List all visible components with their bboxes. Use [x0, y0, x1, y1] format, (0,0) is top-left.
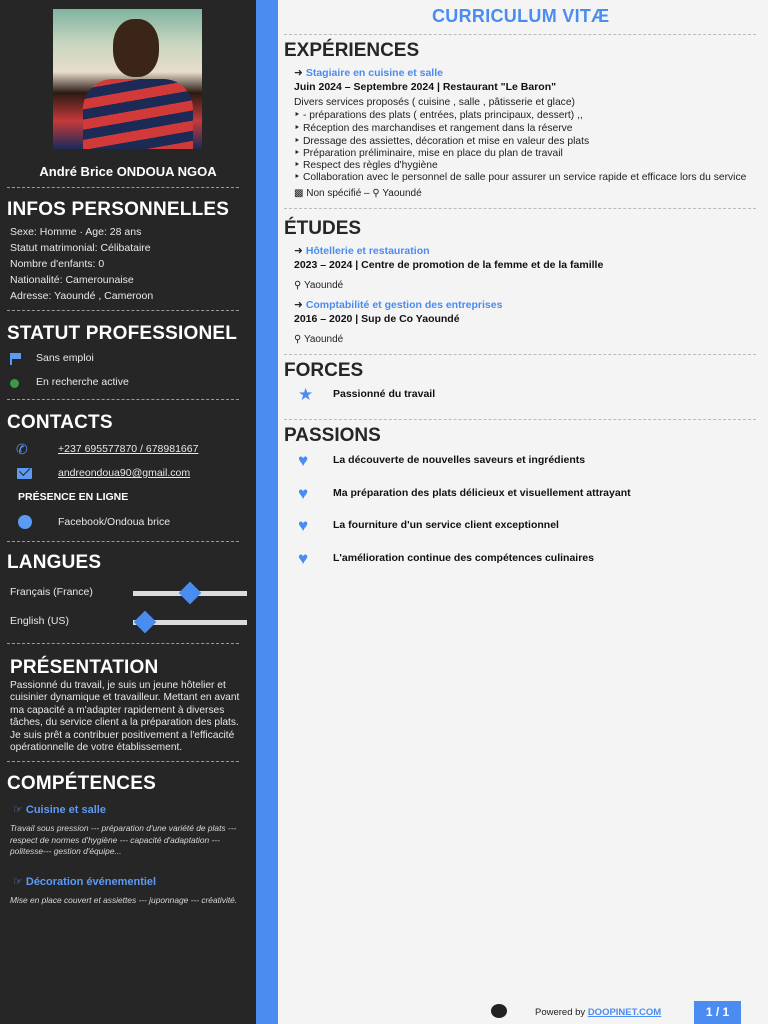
skill-title: ☞ Décoration événementiel [13, 876, 157, 888]
powered-by: Powered by DOOPINET.COM [535, 1007, 662, 1018]
phone-icon: ✆ [16, 441, 28, 457]
job-intro: Divers services proposés ( cuisine , salle , pâtisserie et glace) [294, 97, 575, 108]
pin-icon: ⚲ [372, 188, 380, 199]
skills-title: COMPÉTENCES [7, 773, 156, 794]
candidate-name: André Brice ONDOUA NGOA [39, 164, 217, 179]
flag-icon [10, 353, 22, 365]
arrow-icon: ➜ [294, 299, 303, 311]
arrow-icon: ➜ [294, 67, 303, 79]
divider [284, 354, 756, 355]
skill-text: Mise en place couvert et assiettes --- juponnage --- créativité. [10, 895, 238, 905]
language-row: Français (France) [10, 583, 250, 603]
heart-icon: ♥ [298, 451, 309, 470]
status-title: STATUT PROFESSIONEL [7, 323, 238, 344]
passion-item: ♥ La découverte de nouvelles saveurs et ingrédients [298, 451, 586, 470]
contacts-title: CONTACTS [7, 412, 113, 433]
divider [7, 399, 239, 400]
study-title: ➜ Comptabilité et gestion des entreprises [294, 299, 503, 311]
dot-icon [10, 379, 19, 388]
language-row: English (US) [10, 612, 250, 632]
study-location: ⚲ Yaoundé [294, 334, 344, 345]
study-period: 2023 – 2024 | Centre de promotion de la femme et de la famille [294, 259, 604, 271]
globe-icon [18, 515, 32, 529]
thumb-icon: ☞ [13, 876, 23, 888]
presentation-title: PRÉSENTATION [10, 657, 159, 678]
personal-line: Nationalité: Camerounaise [10, 274, 134, 286]
star-icon: ★ [298, 385, 314, 404]
strengths-title: FORCES [284, 360, 364, 381]
strength-item: ★ Passionné du travail [298, 385, 436, 404]
job-bullet: ‣ - préparations des plats ( entrées, plats principaux, dessert) ,, [294, 109, 583, 121]
language-level-knob [134, 611, 157, 634]
skill-title: ☞ Cuisine et salle [13, 804, 106, 816]
briefcase-icon: ▩ [294, 188, 304, 199]
job-bullet: ‣ Respect des règles d'hygiène [294, 159, 438, 171]
experiences-title: EXPÉRIENCES [284, 40, 420, 61]
sidebar [0, 0, 256, 1024]
page-indicator: 1 / 1 [694, 1001, 741, 1024]
passions-title: PASSIONS [284, 425, 381, 446]
language-level-knob [179, 582, 202, 605]
divider [284, 34, 756, 35]
personal-line: Nombre d'enfants: 0 [10, 258, 105, 270]
study-title: ➜ Hôtellerie et restauration [294, 245, 430, 257]
status-item: Sans emploi [10, 351, 250, 367]
cv-title: CURRICULUM VITÆ [432, 6, 610, 26]
online-presence-title: PRÉSENCE EN LIGNE [18, 491, 129, 503]
divider [7, 643, 239, 644]
divider [7, 761, 239, 762]
pin-icon: ⚲ [294, 280, 302, 291]
studies-title: ÉTUDES [284, 218, 362, 239]
job-bullet: ‣ Réception des marchandises et rangement dans la réserve [294, 122, 573, 134]
status-item: En recherche active [10, 375, 250, 391]
job-bullet: ‣ Collaboration avec le personnel de salle pour assurer un service rapide et efficace lors du service [294, 171, 746, 183]
divider [284, 208, 756, 209]
heart-icon: ♥ [298, 484, 309, 503]
phone-contact[interactable] [16, 441, 246, 459]
job-period: Juin 2024 – Septembre 2024 | Restaurant "Le Baron" [294, 81, 557, 93]
personal-info-title: INFOS PERSONNELLES [7, 199, 230, 220]
email-contact[interactable] [16, 465, 246, 483]
divider [7, 541, 239, 542]
thumb-icon: ☞ [13, 804, 23, 816]
personal-line: Statut matrimonial: Célibataire [10, 242, 151, 254]
passion-item: ♥ Ma préparation des plats délicieux et visuellement attrayant [298, 484, 631, 503]
passion-item: ♥ La fourniture d'un service client exceptionnel [298, 516, 559, 535]
profile-photo [53, 9, 202, 149]
phone-link[interactable]: +237 695577870 / 678981667 [58, 443, 199, 455]
presentation-text: Passionné du travail, je suis un jeune hôtelier et cuisinier dynamique et travailleur. Mettant en avant ma capacité a m'adapter rapidement à diverses tâches, du service client a la préparation des plats. Je suis prêt a contribuer positivement a l'efficacité opérationnelle de votre établissement. [10, 680, 240, 754]
accent-stripe [256, 0, 278, 1024]
doopinet-logo [491, 1004, 507, 1018]
job-bullet: ‣ Préparation préliminaire, mise en place du plan de travail [294, 147, 563, 159]
job-meta: ▩ Non spécifié – ⚲ Yaoundé [294, 188, 422, 199]
heart-icon: ♥ [298, 516, 309, 535]
job-bullet: ‣ Dressage des assiettes, décoration et mise en valeur des plats [294, 135, 589, 147]
mail-icon [17, 468, 32, 479]
passion-item: ♥ L'amélioration continue des compétences culinaires [298, 549, 594, 568]
facebook-contact[interactable] [16, 514, 246, 532]
divider [284, 419, 756, 420]
skill-text: Travail sous pression --- préparation d'une variété de plats --- respect de normes d'hygiène --- capacité d'adaptation --- politesse--- gestion d'équipe... [10, 823, 237, 856]
study-location: ⚲ Yaoundé [294, 280, 344, 291]
pin-icon: ⚲ [294, 334, 302, 345]
divider [7, 187, 239, 188]
personal-line: Adresse: Yaoundé , Cameroon [10, 290, 154, 302]
doopinet-link[interactable]: DOOPINET.COM [587, 1007, 662, 1018]
facebook-link[interactable]: Facebook/Ondoua brice [58, 516, 171, 528]
arrow-icon: ➜ [294, 245, 303, 257]
personal-line: Sexe: Homme · Age: 28 ans [10, 226, 142, 238]
email-link[interactable]: andreondoua90@gmail.com [58, 467, 191, 479]
job-title: ➜ Stagiaire en cuisine et salle [294, 67, 443, 79]
study-period: 2016 – 2020 | Sup de Co Yaoundé [294, 313, 460, 325]
languages-title: LANGUES [7, 552, 102, 573]
divider [7, 310, 239, 311]
heart-icon: ♥ [298, 549, 309, 568]
